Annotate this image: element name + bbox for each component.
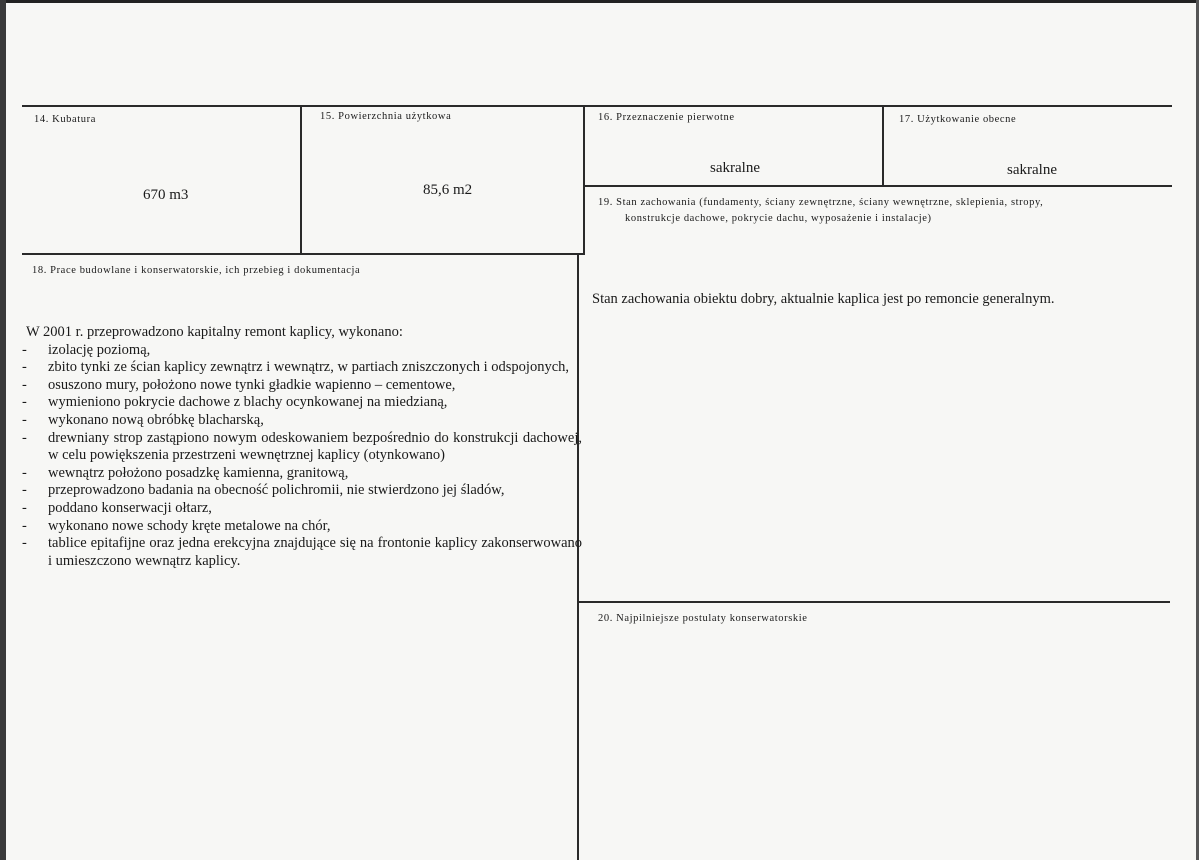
list-item-text: poddano konserwacji ołtarz, [48, 499, 212, 516]
field-16-label: 16. Przeznaczenie pierwotne [598, 112, 735, 123]
field-14-label: 14. Kubatura [34, 114, 97, 125]
list-item-text: przeprowadzono badania na obecność polichromii, nie stwierdzono jej śladów, [48, 482, 505, 499]
field-20-label: 20. Najpilniejsze postulaty konserwatorskie [598, 613, 808, 624]
field-18-intro: W 2001 r. przeprowadzono kapitalny remont kaplicy, wykonano: [26, 324, 403, 340]
list-item: - wykonano nową obróbkę blacharską, [22, 412, 582, 430]
scan-edge-top [0, 0, 1199, 3]
field-17-value: sakralne [1007, 162, 1057, 178]
list-item: - izolację poziomą, [22, 342, 582, 360]
field-18-works-list [22, 324, 582, 570]
list-item-text: zbito tynki ze ścian kaplicy zewnątrz i wewnątrz, w partiach zniszczonych i odspojonych, [48, 359, 570, 376]
list-item-text: osuszono mury, położono nowe tynki gładkie wapienno – cementowe, [48, 376, 456, 393]
field-19-label-line1: 19. Stan zachowania (fundamenty, ściany zewnętrzne, ściany wewnętrzne, sklepienia, stropy, [598, 197, 1044, 208]
list-item-text: wewnątrz położono posadzkę kamienna, granitową, [48, 464, 349, 481]
scan-edge-left [0, 0, 6, 860]
list-item-text: wykonano nowe schody kręte metalowe na chór, [48, 517, 331, 534]
list-item-text: tablice epitafijne oraz jedna erekcyjna znajdujące się na frontonie kaplicy zakonserwowano i umieszczono wewnątrz kaplicy. [48, 535, 582, 569]
list-item: - poddano konserwacji ołtarz, [22, 500, 582, 518]
list-item: - przeprowadzono badania na obecność polichromii, nie stwierdzono jej śladów, [22, 482, 582, 500]
list-item-text: wykonano nową obróbkę blacharską, [48, 411, 264, 428]
list-item: - drewniany strop zastąpiono nowym odeskowaniem bezpośrednio do konstrukcji dachowej, w celu powiększenia przestrzeni wewnętrznej kaplicy (otynkowano) [22, 429, 582, 464]
top-border-line [22, 105, 1172, 107]
field-16-value: sakralne [710, 160, 760, 176]
line-under-14-15 [22, 253, 584, 255]
list-item: - zbito tynki ze ścian kaplicy zewnątrz i wewnątrz, w partiach zniszczonych i odspojonych, [22, 359, 582, 377]
list-item: - osuszono mury, położono nowe tynki gładkie wapienno – cementowe, [22, 377, 582, 395]
list-item: - wykonano nowe schody kręte metalowe na chór, [22, 518, 582, 536]
divider-15-16 [583, 105, 585, 255]
list-item: - wymieniono pokrycie dachowe z blachy ocynkowanej na miedzianą, [22, 394, 582, 412]
line-under-16-17 [583, 185, 1172, 187]
list-item-text: drewniany strop zastąpiono nowym odeskowaniem bezpośrednio do konstrukcji dachowej, w celu powiększenia przestrzeni wewnętrznej kaplicy (otynkowano) [48, 429, 582, 464]
list-item: - wewnątrz położono posadzkę kamienna, granitową, [22, 465, 582, 483]
field-18-label: 18. Prace budowlane i konserwatorskie, ich przebieg i dokumentacja [32, 265, 361, 276]
divider-16-17 [882, 106, 884, 186]
field-19-label-line2: konstrukcje dachowe, pokrycie dachu, wyposażenie i instalacje) [625, 213, 932, 224]
field-15-label: 15. Powierzchnia użytkowa [320, 111, 452, 122]
field-19-value: Stan zachowania obiektu dobry, aktualnie kaplica jest po remoncie generalnym. [592, 291, 1055, 307]
field-14-value: 670 m3 [143, 187, 189, 203]
list-item-text: izolację poziomą, [48, 341, 151, 358]
field-15-value: 85,6 m2 [423, 182, 473, 198]
line-above-20 [577, 601, 1170, 603]
list-item: - tablice epitafijne oraz jedna erekcyjna znajdujące się na frontonie kaplicy zakonserwowano i umieszczono wewnątrz kaplicy. [22, 535, 582, 569]
divider-14-15 [300, 105, 302, 253]
field-17-label: 17. Użytkowanie obecne [899, 114, 1017, 125]
list-item-text: wymieniono pokrycie dachowe z blachy ocynkowanej na miedzianą, [48, 394, 448, 411]
